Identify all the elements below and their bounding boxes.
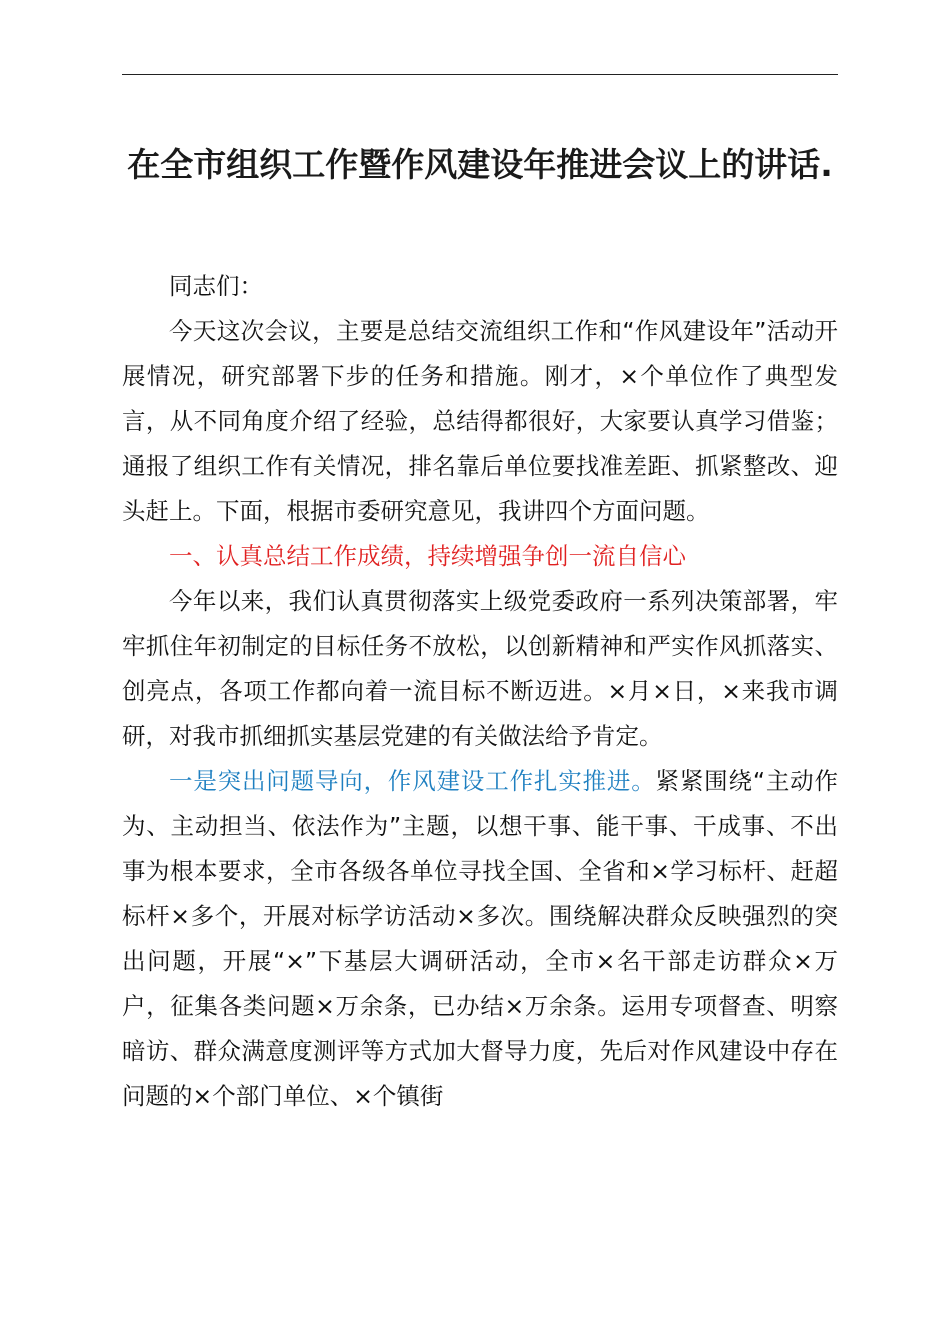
opening-paragraph: 今天这次会议，主要是总结交流组织工作和“作风建设年”活动开展情况，研究部署下步的任务和措施。刚才，×个单位作了典型发言，从不同角度介绍了经验，总结得都很好，大家要认真学习借鉴；通报了组织工作有关情况，排名靠后单位要找准差距、抓紧整改、迎头赶上。下面，根据市委研究意见，我讲四个方面问题。: [122, 317, 838, 525]
document-body: [122, 264, 838, 1119]
section-heading: 一、认真总结工作成绩，持续增强争创一流自信心: [169, 542, 686, 570]
point-paragraph: [122, 759, 838, 1119]
document-title: 在全市组织工作暨作风建设年推进会议上的讲话.: [127, 145, 833, 184]
header-rule: [122, 74, 838, 75]
point-lead: 一是突出问题导向，作风建设工作扎实推进。: [169, 767, 656, 795]
salutation: 同志们：: [169, 272, 263, 300]
section-intro-paragraph: 今年以来，我们认真贯彻落实上级党委政府一系列决策部署，牢牢抓住年初制定的目标任务不放松，以创新精神和严实作风抓落实、创亮点，各项工作都向着一流目标不断迈进。×月×日，×来我市调研，对我市抓细抓实基层党建的有关做法给予肯定。: [122, 587, 838, 750]
point-text: 紧紧围绕“主动作为、主动担当、依法作为”主题，以想干事、能干事、干成事、不出事为根本要求，全市各级各单位寻找全国、全省和×学习标杆、赶超标杆×多个，开展对标学访活动×多次。围绕解决群众反映强烈的突出问题，开展“×”下基层大调研活动，全市×名干部走访群众×万户，征集各类问题×万余条，已办结×万余条。运用专项督查、明察暗访、群众满意度测评等方式加大督导力度，先后对作风建设中存在问题的×个部门单位、×个镇街: [122, 767, 838, 1110]
